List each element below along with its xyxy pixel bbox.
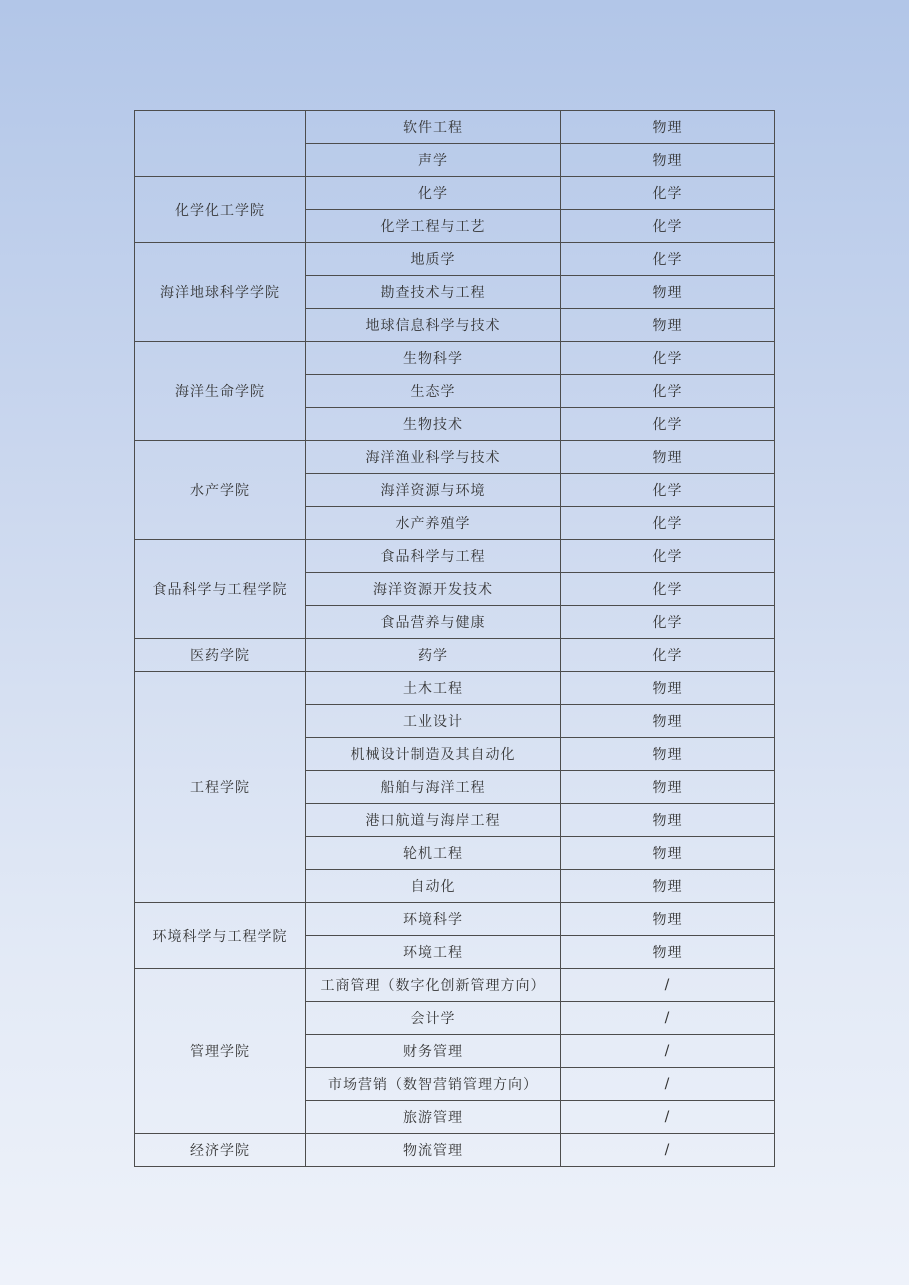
major-cell: 工商管理（数字化创新管理方向） [306,969,561,1002]
college-cell: 食品科学与工程学院 [135,540,306,639]
major-cell: 物流管理 [306,1134,561,1167]
majors-table-body [135,111,775,1167]
major-cell: 机械设计制造及其自动化 [306,738,561,771]
majors-table [134,110,775,1167]
subject-requirement-cell: 物理 [561,936,775,969]
table-row [135,441,775,474]
major-cell: 环境科学 [306,903,561,936]
subject-requirement-cell: 物理 [561,441,775,474]
major-cell: 软件工程 [306,111,561,144]
major-cell: 土木工程 [306,672,561,705]
subject-requirement-cell: 物理 [561,738,775,771]
table-row [135,1134,775,1167]
subject-requirement-cell: 物理 [561,804,775,837]
college-cell [135,111,306,177]
college-cell: 环境科学与工程学院 [135,903,306,969]
subject-requirement-cell: / [561,969,775,1002]
table-row [135,969,775,1002]
table-row [135,243,775,276]
major-cell: 生态学 [306,375,561,408]
major-cell: 海洋渔业科学与技术 [306,441,561,474]
major-cell: 会计学 [306,1002,561,1035]
table-row [135,177,775,210]
subject-requirement-cell: 化学 [561,375,775,408]
major-cell: 船舶与海洋工程 [306,771,561,804]
table-row [135,342,775,375]
subject-requirement-cell: / [561,1035,775,1068]
major-cell: 环境工程 [306,936,561,969]
major-cell: 食品科学与工程 [306,540,561,573]
subject-requirement-cell: 物理 [561,276,775,309]
major-cell: 海洋资源与环境 [306,474,561,507]
college-cell: 海洋地球科学学院 [135,243,306,342]
major-cell: 声学 [306,144,561,177]
table-row [135,639,775,672]
subject-requirement-cell: 化学 [561,606,775,639]
major-cell: 市场营销（数智营销管理方向） [306,1068,561,1101]
major-cell: 水产养殖学 [306,507,561,540]
subject-requirement-cell: 物理 [561,903,775,936]
major-cell: 生物科学 [306,342,561,375]
major-cell: 生物技术 [306,408,561,441]
table-row [135,903,775,936]
major-cell: 药学 [306,639,561,672]
subject-requirement-cell: 化学 [561,540,775,573]
subject-requirement-cell: 物理 [561,705,775,738]
subject-requirement-cell: 化学 [561,342,775,375]
subject-requirement-cell: 化学 [561,408,775,441]
subject-requirement-cell: 物理 [561,837,775,870]
subject-requirement-cell: 物理 [561,771,775,804]
subject-requirement-cell: 物理 [561,309,775,342]
subject-requirement-cell: 物理 [561,870,775,903]
subject-requirement-cell: 物理 [561,111,775,144]
subject-requirement-cell: 物理 [561,144,775,177]
major-cell: 港口航道与海岸工程 [306,804,561,837]
major-cell: 地球信息科学与技术 [306,309,561,342]
subject-requirement-cell: 化学 [561,210,775,243]
subject-requirement-cell: / [561,1134,775,1167]
major-cell: 工业设计 [306,705,561,738]
college-cell: 管理学院 [135,969,306,1134]
subject-requirement-cell: 化学 [561,507,775,540]
major-cell: 自动化 [306,870,561,903]
major-cell: 食品营养与健康 [306,606,561,639]
major-cell: 化学 [306,177,561,210]
subject-requirement-cell: 化学 [561,243,775,276]
subject-requirement-cell: 化学 [561,177,775,210]
major-cell: 地质学 [306,243,561,276]
major-cell: 勘查技术与工程 [306,276,561,309]
subject-requirement-cell: 化学 [561,474,775,507]
major-cell: 旅游管理 [306,1101,561,1134]
major-cell: 海洋资源开发技术 [306,573,561,606]
subject-requirement-cell: / [561,1002,775,1035]
major-cell: 轮机工程 [306,837,561,870]
table-row [135,111,775,144]
table-row [135,672,775,705]
subject-requirement-cell: 化学 [561,639,775,672]
table-row [135,540,775,573]
subject-requirement-cell: / [561,1101,775,1134]
college-cell: 医药学院 [135,639,306,672]
subject-requirement-cell: / [561,1068,775,1101]
college-cell: 水产学院 [135,441,306,540]
college-cell: 工程学院 [135,672,306,903]
college-cell: 海洋生命学院 [135,342,306,441]
subject-requirement-cell: 物理 [561,672,775,705]
major-cell: 财务管理 [306,1035,561,1068]
major-cell: 化学工程与工艺 [306,210,561,243]
college-cell: 化学化工学院 [135,177,306,243]
college-cell: 经济学院 [135,1134,306,1167]
subject-requirement-cell: 化学 [561,573,775,606]
